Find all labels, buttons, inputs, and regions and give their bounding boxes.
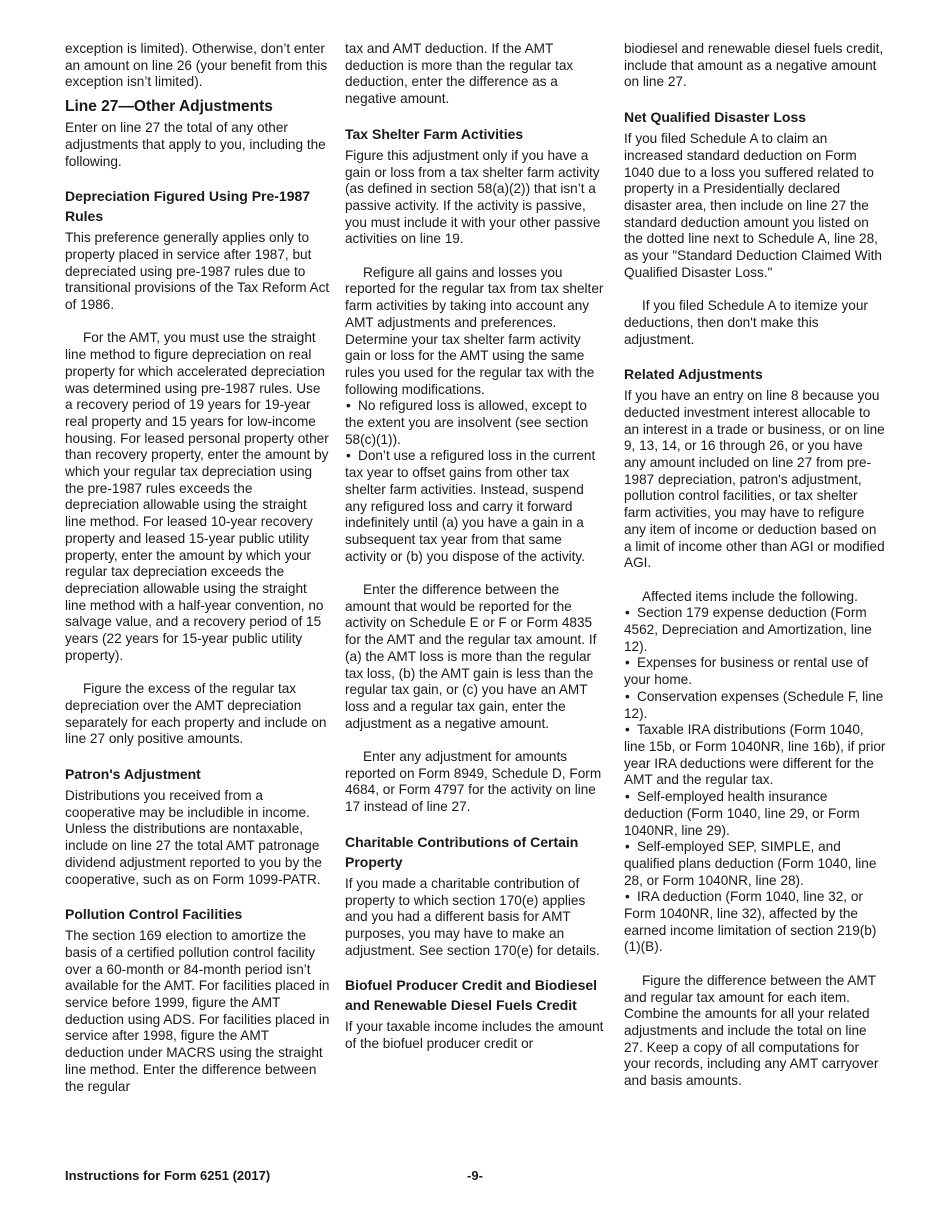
bullet-item: • Self-employed SEP, SIMPLE, and qualified plans deduction (Form 1040, line 28, or Form 1040NR, line 28).	[624, 839, 886, 889]
paragraph: Figure this adjustment only if you have a gain or loss from a tax shelter farm activity (as defined in section 58(a)(2)) that isn’t a passive activity. If the activity is passive, you must include it with your other passive activities on line 19.	[345, 147, 601, 247]
subheading-pollution-control: Pollution Control Facilities	[65, 906, 243, 923]
paragraph: Enter any adjustment for amounts reported on Form 8949, Schedule D, Form 4684, or Form 4797 for the activity on line 17 instead of line 27.	[345, 749, 602, 815]
column-2	[345, 41, 607, 1053]
paragraph: tax and AMT deduction. If the AMT deduction is more than the regular tax deduction, enter the difference as a negative amount.	[345, 41, 574, 107]
paragraph: For the AMT, you must use the straight line method to figure depreciation on real property for which accelerated depreciation was determined using pre-1987 rules. Use a recovery period of 19 years for 19-year real property and 15 years for low-income housing. For leased personal property other than recovery property, enter the amount by which your regular tax depreciation using the pre-1987 rules exceeds the depreciation allowable using the straight line method. For leased 10-year recovery property and leased 15-year public utility property, enter the amount by which your regular tax depreciation exceeds the depreciation allowable using the straight line method with a half-year convention, no salvage value, and a recovery period of 15 years (22 years for 15-year public utility property).	[65, 330, 329, 663]
page-number: -9-	[467, 1168, 483, 1183]
subheading-charitable-contributions: Charitable Contributions of Certain Property	[345, 833, 579, 870]
paragraph: If your taxable income includes the amount of the biofuel producer credit or	[345, 1019, 604, 1052]
bullet-item: • Taxable IRA distributions (Form 1040, line 15b, or Form 1040NR, line 16b), if prior year IRA deductions were different for the AMT and the regular tax.	[624, 722, 886, 789]
paragraph: Figure the difference between the AMT and regular tax amount for each item. Combine the amounts for all your related adjustments and include the total on line 27. Keep a copy of all computations for your records, including any AMT carryover and basis amounts.	[624, 972, 879, 1089]
paragraph: Refigure all gains and losses you reported for the regular tax from tax shelter farm activities by taking into account any AMT adjustments and preferences. Determine your tax shelter farm activity gain or loss for the AMT using the same rules you used for the regular tax with the following modifications.	[345, 264, 604, 397]
paragraph: Affected items include the following.	[642, 588, 858, 604]
subheading-related-adjustments: Related Adjustments	[624, 366, 763, 383]
bullet-item: • Expenses for business or rental use of your home.	[624, 655, 886, 688]
bullet-item: • No refigured loss is allowed, except to the extent you are insolvent (see section 58(c)(1)).	[345, 398, 607, 448]
paragraph: The section 169 election to amortize the basis of a certified pollution control facility over a 60-month or 84-month period isn’t available for the AMT. For facilities placed in service before 1999, figure the AMT deduction using ADS. For facilities placed in service after 1998, figure the AMT deduction under MACRS using the straight line method. Enter the difference between the regular	[65, 928, 330, 1094]
paragraph: If you have an entry on line 8 because you deducted investment interest allocable to an interest in a trade or business, or on line 9, 13, 14, or 16 through 26, or you have any amount included on line 27 from pre-1987 depreciation, patron's adjustment, pollution control facilities, or tax shelter farm activities, you may have to refigure any item of income or deduction based on a limit of income other than AGI or modified AGI.	[624, 388, 885, 571]
subheading-tax-shelter-farm: Tax Shelter Farm Activities	[345, 125, 524, 142]
paragraph: Figure the excess of the regular tax depreciation over the AMT depreciation separately for each property and include on line 27 only positive amounts.	[65, 681, 327, 747]
footer-form-title: Instructions for Form 6251 (2017)	[65, 1168, 271, 1183]
subheading-net-qualified-disaster-loss: Net Qualified Disaster Loss	[624, 109, 807, 126]
bullet-item: • Self-employed health insurance deduction (Form 1040, line 29, or Form 1040NR, line 29).	[624, 789, 886, 839]
column-3	[624, 41, 886, 1090]
paragraph: Enter the difference between the amount that would be reported for the activity on Schedule E or F or Form 4835 for the AMT and the regular tax amount. If (a) the AMT loss is more than the regular tax loss, (b) the AMT gain is less than the regular tax gain, or (c) you have an AMT loss and a regular tax gain, enter the adjustment as a negative amount.	[345, 582, 597, 731]
subheading-depreciation: Depreciation Figured Using Pre-1987 Rules	[65, 188, 311, 225]
paragraph: Distributions you received from a cooperative may be includible in income. Unless the distributions are nontaxable, include on line 27 the total AMT patronage dividend adjustment reported to you by the cooperative, such as on Form 1099-PATR.	[65, 787, 322, 887]
subheading-patron-adjustment: Patron's Adjustment	[65, 765, 201, 782]
paragraph: If you filed Schedule A to itemize your deductions, then don't make this adjustment.	[624, 298, 868, 347]
bullet-item: • Conservation expenses (Schedule F, line 12).	[624, 689, 886, 722]
bullet-item: • Don’t use a refigured loss in the current tax year to offset gains from other tax shelter farm activities. Instead, suspend any refigured loss and carry it forward indefinitely until (a) you have a gain in a subsequent tax year from that same activity or (b) you dispose of the activity.	[345, 448, 607, 565]
paragraph: exception is limited). Otherwise, don’t enter an amount on line 26 (your benefit from this exception isn’t limited).	[65, 41, 328, 90]
paragraph: biodiesel and renewable diesel fuels credit, include that amount as a negative amount on line 27.	[624, 41, 884, 90]
bullet-item: • IRA deduction (Form 1040, line 32, or Form 1040NR, line 32), affected by the earned income limitation of section 219(b)(1)(B).	[624, 889, 886, 956]
paragraph: This preference generally applies only to property placed in service after 1987, but depreciated using pre-1987 rules due to transitional provisions of the Tax Reform Act of 1986.	[65, 230, 330, 313]
paragraph: Enter on line 27 the total of any other adjustments that apply to you, including the following.	[65, 120, 326, 169]
bullet-item: • Section 179 expense deduction (Form 4562, Depreciation and Amortization, line 12).	[624, 605, 886, 655]
paragraph: If you filed Schedule A to claim an increased standard deduction on Form 1040 due to a loss you suffered related to property in a Presidentially declared disaster area, then include on line 27 the standard deduction amount you listed on the dotted line next to Schedule A, line 28, as your "Standard Deduction Claimed With Qualified Disaster Loss."	[624, 131, 882, 280]
column-1	[65, 41, 330, 1095]
paragraph: If you made a charitable contribution of property to which section 170(e) applies and you had a different basis for AMT purposes, you may have to make an adjustment. See section 170(e) for details.	[345, 875, 600, 958]
subheading-biofuel-credit: Biofuel Producer Credit and Biodiesel and Renewable Diesel Fuels Credit	[345, 977, 598, 1014]
section-heading-line-27: Line 27—Other Adjustments	[65, 98, 273, 116]
